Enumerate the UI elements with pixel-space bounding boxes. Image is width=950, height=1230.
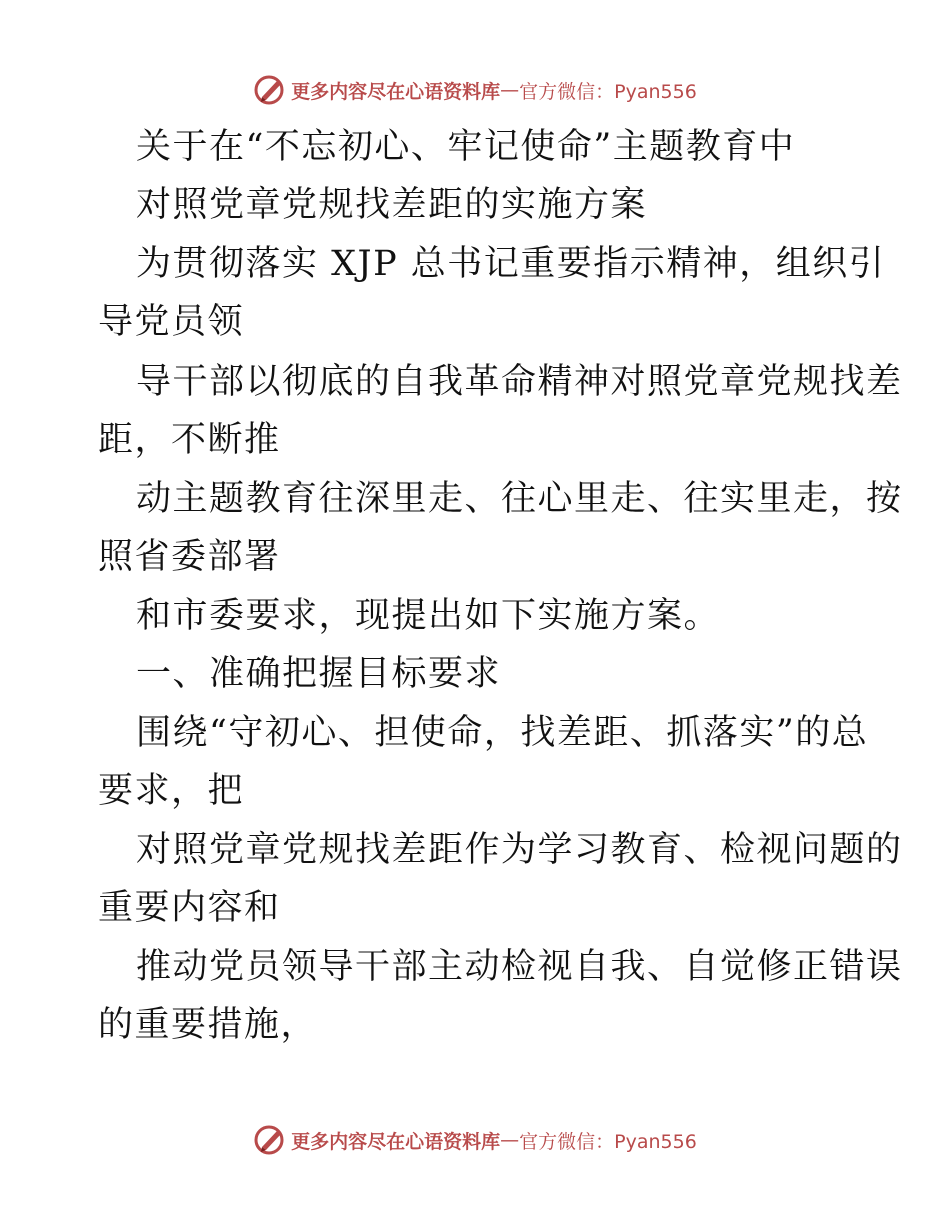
watermark-banner-bottom: [0, 1120, 950, 1160]
paragraph-line: 重要内容和: [98, 888, 281, 928]
paragraph-line: 导干部以彻底的自我革命精神对照党章党规找差: [136, 362, 903, 402]
paragraph-line: 动主题教育往深里走、往心里走、往实里走，按: [136, 479, 903, 519]
paragraph-line: 照省委部署: [98, 537, 281, 577]
watermark-main-text: 更多内容尽在心语资料库: [291, 1130, 501, 1153]
watermark-main-text: 更多内容尽在心语资料库: [291, 80, 501, 103]
watermark-banner-top: [0, 70, 950, 110]
watermark-dash: —: [500, 79, 520, 101]
paragraph-line: 和市委要求，现提出如下实施方案。: [136, 596, 721, 636]
paragraph-line: 推动党员领导干部主动检视自我、自觉修正错误: [136, 947, 903, 987]
paragraph-line: 导党员领: [98, 302, 245, 342]
paragraph-line: 的重要措施，: [98, 1005, 318, 1045]
title-line-2: 对照党章党规找差距的实施方案: [136, 185, 648, 225]
paragraph-line: 距，不断推: [98, 420, 281, 460]
paragraph-line: 为贯彻落实 XJP 总书记重要指示精神，组织引: [136, 244, 886, 284]
pen-logo-icon: [253, 1123, 287, 1157]
watermark-dash: —: [500, 1129, 520, 1151]
watermark-side-text: 官方微信：Pyan556: [519, 1130, 697, 1153]
watermark-side-text: 官方微信：Pyan556: [519, 80, 697, 103]
paragraph-line: 对照党章党规找差距作为学习教育、检视问题的: [136, 830, 903, 870]
title-line-1: 关于在“不忘初心、牢记使命”主题教育中: [136, 127, 796, 167]
pen-logo-icon: [253, 73, 287, 107]
section-heading: 一、准确把握目标要求: [136, 654, 502, 694]
paragraph-line: 要求，把: [98, 771, 245, 811]
paragraph-line: 围绕“守初心、担使命，找差距、抓落实”的总: [136, 713, 869, 753]
